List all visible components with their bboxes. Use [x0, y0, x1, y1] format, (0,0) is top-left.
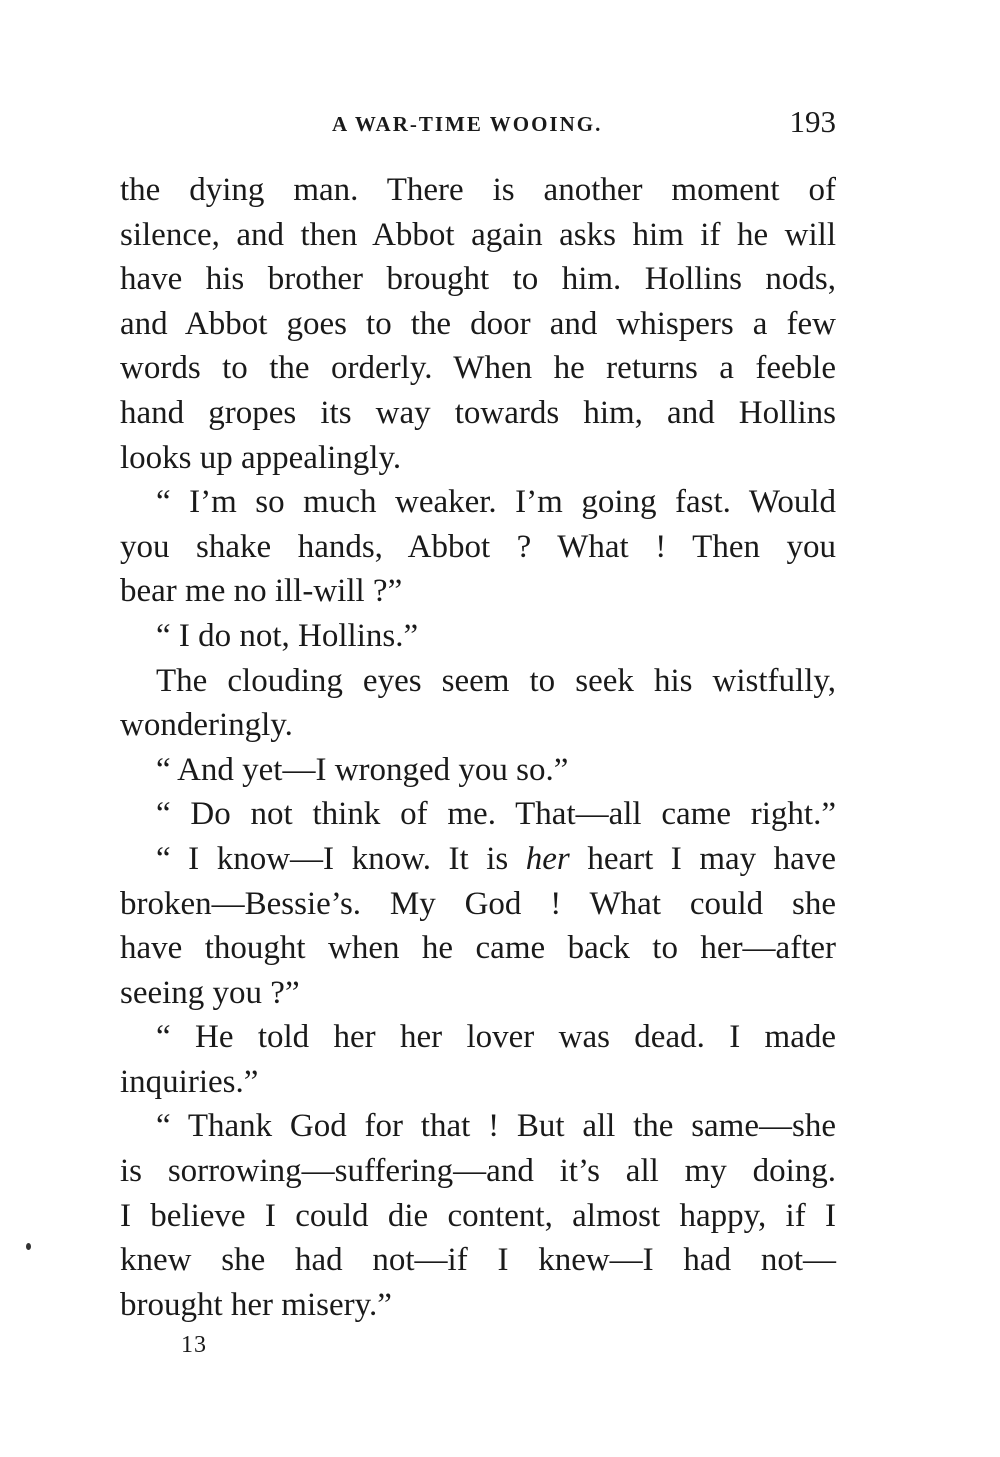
text-line: hand gropes its way towards him, and Hollins	[120, 394, 836, 431]
text-line: knew she had not—if I knew—I had not—	[120, 1242, 836, 1279]
text-line: broken—Bessie’s. My God ! What could she	[120, 885, 836, 922]
text-line: brought her misery.”	[120, 1286, 392, 1323]
text-line: The clouding eyes seem to seek his wistfully,	[156, 662, 836, 699]
text-line: “ I do not, Hollins.”	[156, 617, 419, 654]
text-line: silence, and then Abbot again asks him if he will	[120, 216, 836, 253]
text-line: looks up appealingly.	[120, 439, 402, 476]
text-line: wonderingly.	[120, 707, 293, 744]
text-line: have his brother brought to him. Hollins nods,	[120, 261, 836, 298]
text-line: “ Thank God for that ! But all the same—she	[156, 1108, 836, 1145]
text-line: “ Do not think of me. That—all came right.”	[156, 796, 836, 833]
text-line: seeing you ?”	[120, 974, 300, 1011]
text-segment: “ I know—I know. It is	[156, 840, 526, 877]
text-line: “ He told her her lover was dead. I made	[156, 1019, 836, 1056]
text-line	[120, 837, 836, 882]
body-text	[120, 168, 836, 1327]
text-line: inquiries.”	[120, 1063, 259, 1100]
text-line: “ And yet—I wronged you so.”	[156, 751, 569, 788]
text-line: and Abbot goes to the door and whispers a few	[120, 305, 836, 342]
signature-mark: 13	[181, 1332, 207, 1358]
text-line: you shake hands, Abbot ? What ! Then you	[120, 528, 836, 565]
text-line: words to the orderly. When he returns a feeble	[120, 350, 836, 387]
text-line: bear me no ill-will ?”	[120, 573, 403, 610]
running-head	[120, 104, 836, 144]
text-line: is sorrowing—suffering—and it’s all my doing.	[120, 1153, 836, 1190]
running-title: A WAR-TIME WOOING.	[332, 112, 603, 136]
text-line: have thought when he came back to her—after	[120, 930, 836, 967]
emphasis-her: her	[525, 840, 570, 877]
text-line: “ I’m so much weaker. I’m going fast. Would	[156, 484, 836, 521]
text-line: the dying man. There is another moment of	[120, 172, 836, 208]
text-line: I believe I could die content, almost happy, if I	[120, 1197, 836, 1234]
page-number: 193	[789, 104, 836, 139]
text-segment: heart I may have	[569, 840, 836, 877]
ink-speck	[26, 1243, 31, 1250]
